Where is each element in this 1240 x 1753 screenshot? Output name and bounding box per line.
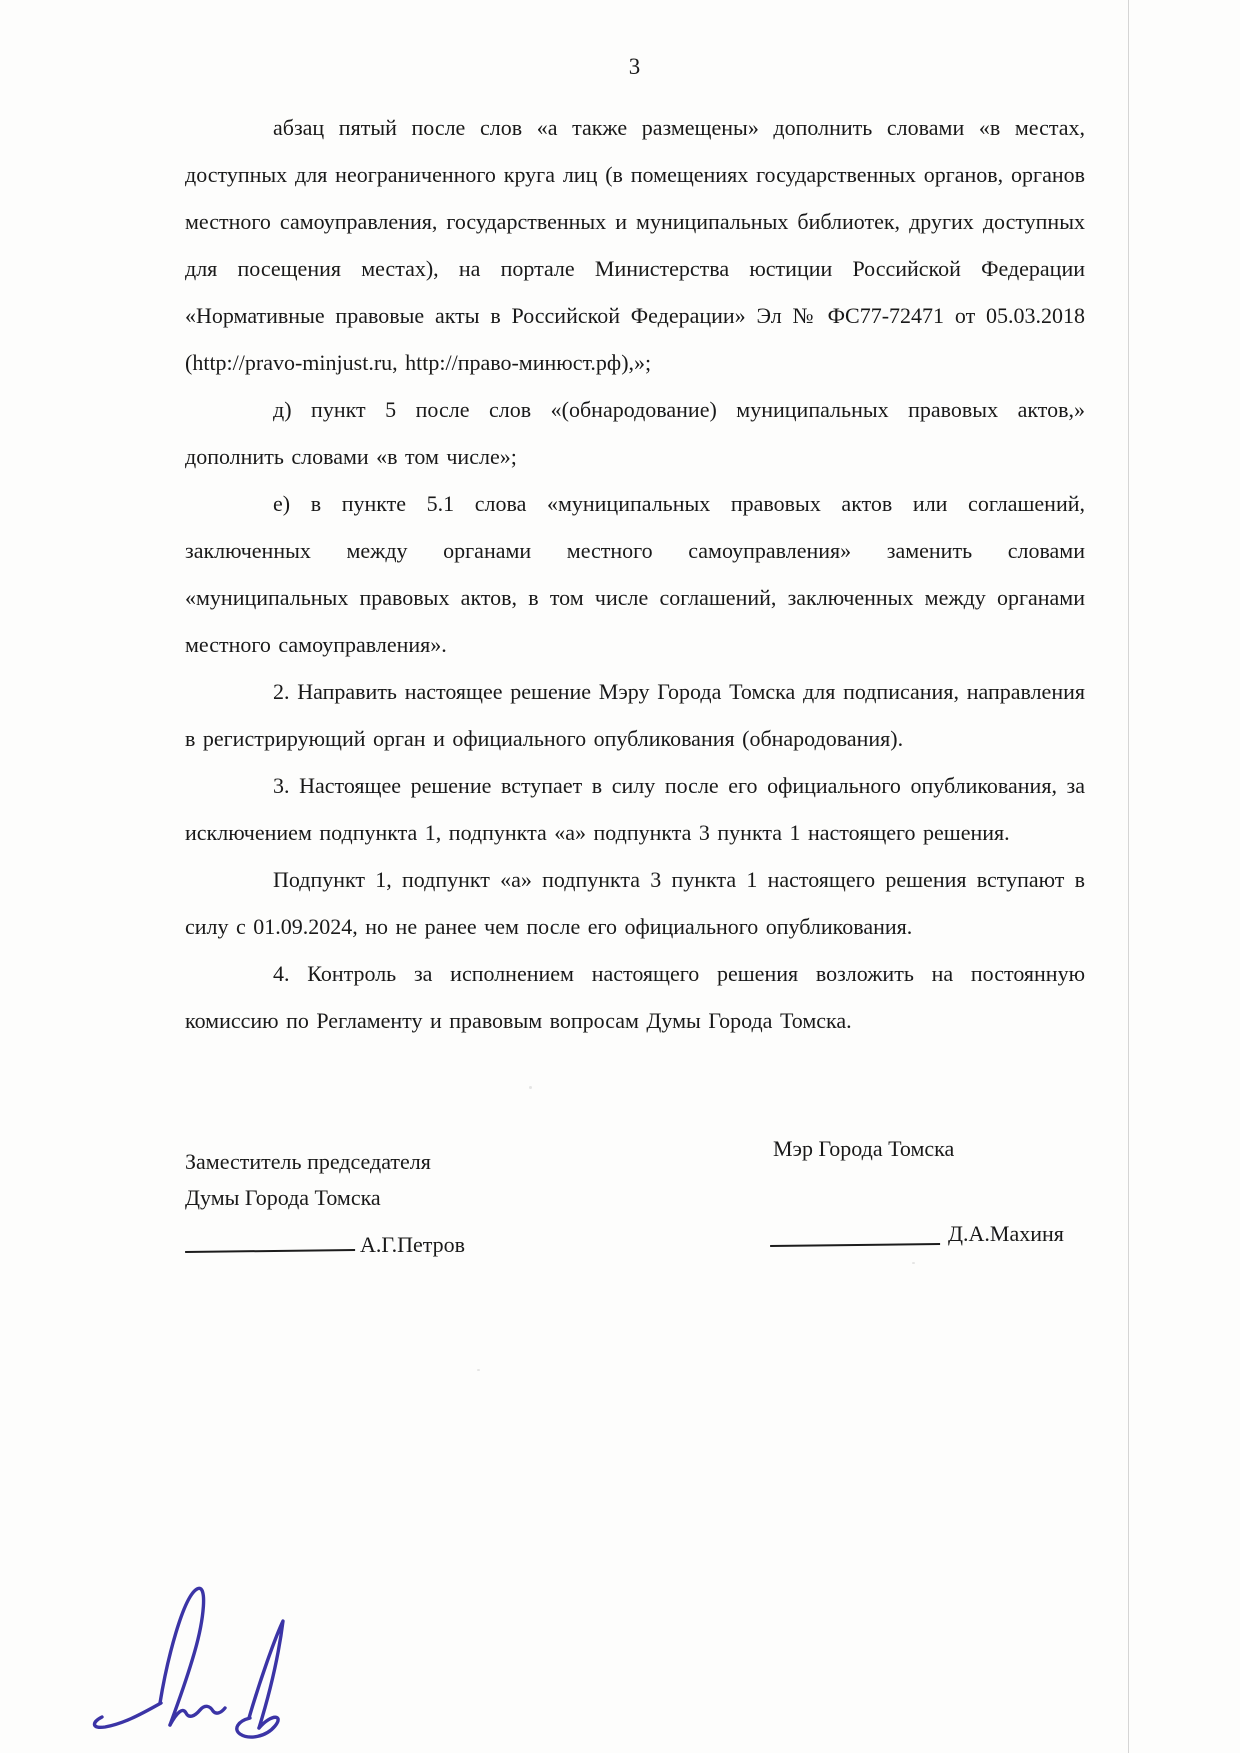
signature-underline-left: [185, 1233, 355, 1253]
scan-speck: [477, 1369, 480, 1371]
para-point-4: 4. Контроль за исполнением настоящего решения возложить на постоянную комиссию по Регламенту и правовым вопросам Думы Города Томска.: [185, 961, 1085, 1033]
signature-title-left: [185, 1144, 431, 1216]
para-point-2: 2. Направить настоящее решение Мэру Города Томска для подписания, направления в регистрирующий орган и официального опубликования (обнародования).: [185, 679, 1085, 751]
para-subpoint-d: д) пункт 5 после слов «(обнародование) муниципальных правовых актов,» дополнить словами «в том числе»;: [185, 397, 1085, 469]
page-number: 3: [628, 54, 642, 79]
signatory-name-left: А.Г.Петров: [360, 1232, 466, 1257]
signature-title-left-line2: Думы Города Томска: [185, 1185, 381, 1210]
signature-block-right: [770, 1221, 1064, 1252]
signature-block-left: [185, 1232, 465, 1258]
scan-artifact-line: [1128, 0, 1129, 1753]
signature-title-right: Мэр Города Томска: [773, 1136, 955, 1161]
para-amendment-abzac5: абзац пятый после слов «а также размещены» дополнить словами «в местах, доступных для неограниченного круга лиц (в помещениях государственных органов, органов местного самоуправления, государственных и муниципальных библиотек, других доступных для посещения местах), на портале Министерства юстиции Российской Федерации «Нормативные правовые акты в Российской Федерации» Эл № ФС77-72471 от 05.03.2018 (http://pravo-minjust.ru, http://право-минюст.рф),»;: [185, 115, 1085, 375]
para-point-3-subparagraph: Подпункт 1, подпункт «а» подпункта 3 пункта 1 настоящего решения вступают в силу с 01.09.2024, но не ранее чем после его официального опубликования.: [185, 867, 1085, 939]
signature-title-left-line1: Заместитель председателя: [185, 1149, 431, 1174]
signature-section: [185, 1136, 1085, 1286]
handwritten-signature-icon: [86, 1568, 336, 1748]
document-body: [185, 104, 1085, 1044]
signatory-name-right: Д.А.Махиня: [948, 1221, 1064, 1246]
signature-underline-right: [770, 1227, 940, 1247]
page-content: [185, 52, 1085, 1286]
para-subpoint-e: е) в пункте 5.1 слова «муниципальных правовых актов или соглашений, заключенных между органами местного самоуправления» заменить словами «муниципальных правовых актов, в том числе соглашений, заключенных между органами местного самоуправления».: [185, 491, 1085, 657]
para-point-3: 3. Настоящее решение вступает в силу после его официального опубликования, за исключением подпункта 1, подпункта «а» подпункта 3 пункта 1 настоящего решения.: [185, 773, 1085, 845]
